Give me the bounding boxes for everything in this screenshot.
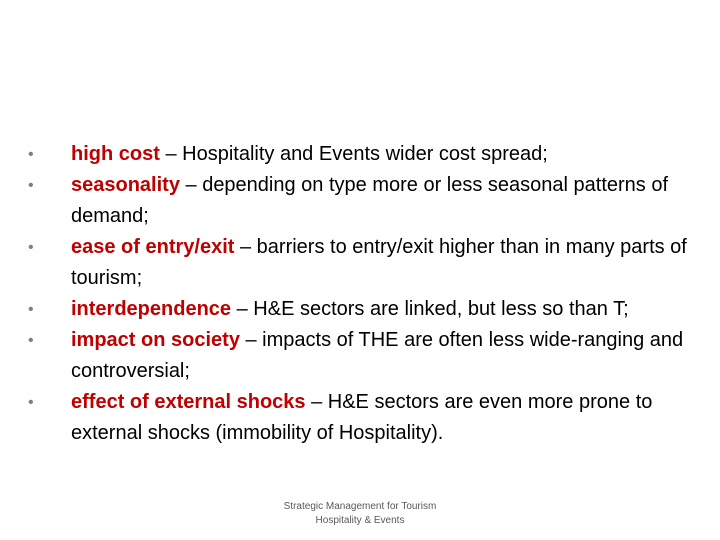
bullet-text: – H&E sectors are linked, but less so than T;: [231, 298, 629, 320]
bullet-text: – Hospitality and Events wider cost spread;: [159, 143, 548, 165]
bullet-item-seasonality: [26, 170, 706, 232]
bullet-icon: •: [28, 239, 34, 256]
bullet-item-high-cost: [26, 139, 706, 170]
bullet-icon: •: [28, 146, 34, 163]
slide-footer: [200, 500, 520, 528]
bullet-item-interdependence: [26, 294, 706, 325]
bullet-item-impact-on-society: [26, 325, 706, 387]
bullet-term: ease of entry/exit: [71, 236, 235, 258]
bullet-list: [26, 139, 706, 449]
bullet-icon: •: [28, 332, 34, 349]
bullet-text: – depending on type more or less seasonal patterns of demand;: [71, 174, 669, 227]
bullet-term: effect of external shocks: [71, 391, 306, 413]
bullet-term: impact on society: [71, 329, 240, 351]
bullet-text: – barriers to entry/exit higher than in many parts of tourism;: [71, 236, 687, 289]
bullet-icon: •: [28, 177, 34, 194]
bullet-icon: •: [28, 394, 34, 411]
bullet-icon: •: [28, 301, 34, 318]
bullet-item-external-shocks: [26, 387, 706, 449]
bullet-text: – H&E sectors are even more prone to external shocks (immobility of Hospitality).: [71, 391, 653, 444]
footer-line-2: Hospitality & Events: [315, 515, 405, 526]
footer-line-1: Strategic Management for Tourism: [283, 501, 437, 512]
bullet-term: seasonality: [71, 174, 180, 196]
bullet-term: high cost: [71, 143, 160, 165]
bullet-item-ease-of-entry-exit: [26, 232, 706, 294]
bullet-term: interdependence: [71, 298, 232, 320]
bullet-text: – impacts of THE are often less wide-ranging and controversial;: [71, 329, 684, 382]
